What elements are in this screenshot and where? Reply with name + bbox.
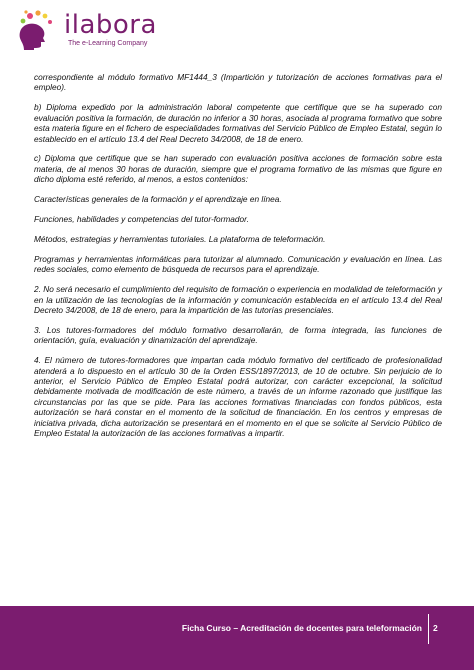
paragraph: Características generales de la formación y el aprendizaje en línea. xyxy=(34,194,282,205)
paragraph: Programas y herramientas informáticas para tutorizar al alumnado. Comunicación y evaluación en línea. Las redes sociales, como elemento de búsqueda de recursos para el aprendizaje. xyxy=(34,253,442,275)
paragraph: 3. Los tutores-formadores del módulo formativo desarrollarán, de forma integrada, las funciones de orientación, guía, evaluación y dinamización del aprendizaje. xyxy=(34,324,442,346)
footer-bar xyxy=(0,606,474,670)
paragraph: Métodos, estrategias y herramientas tutoriales. La plataforma de teleformación. xyxy=(34,233,326,244)
paragraph: 2. No será necesario el cumplimiento del requisito de formación o experiencia en modalidad de teleformación y en la utilización de las tecnologías de la información y comunicación establecida en el artículo 13.4 del Real Decreto 34/2008, de 18 de enero, para la impartición de las tutorías presenciales. xyxy=(34,284,442,315)
brand-tagline: The e-Learning Company xyxy=(68,40,148,47)
footer-title: Ficha Curso – Acreditación de docentes para teleformación xyxy=(181,623,422,633)
paragraph: correspondiente al módulo formativo MF1444_3 (Impartición y tutorización de acciones formativas para el empleo). xyxy=(34,72,442,93)
document-body xyxy=(34,72,442,448)
brand-name: ilabora xyxy=(64,10,157,40)
footer-divider xyxy=(428,614,429,644)
page-number: 2 xyxy=(433,623,438,633)
paragraph: Funciones, habilidades y competencias del tutor-formador. xyxy=(34,214,249,225)
paragraph: b) Diploma expedido por la administración laboral competente que certifique que se ha superado con evaluación positiva la formación, de duración no inferior a 30 horas, asociada al programa formativo que sobre esta materia figure en el fichero de especialidades formativas del Servicio Público de Empleo Estatal, según lo establecido en el artículo 13.4 del Real Decreto 34/2008, de 18 de enero. xyxy=(34,102,442,144)
head-profile-icon xyxy=(10,6,62,54)
paragraph: c) Diploma que certifique que se han superado con evaluación positiva acciones de formación sobre esta materia, de al menos 30 horas de duración, siempre que el programa formativo de las mismas que figure en dicho diploma esté referido, al menos, a estos contenidos: xyxy=(34,153,442,185)
paragraph: 4. El número de tutores-formadores que impartan cada módulo formativo del certificado de profesionalidad atenderá a lo dispuesto en el artículo 30 de la Orden ESS/1897/2013, de 10 de octubre. Sin perjuicio de lo anterior, el Servicio Público de Empleo Estatal podrá autorizar, con carácter excepcional, la solicitud debidamente motivada de modificación de este número, a través de un informe razonado que justifique las circunstancias por las que se pide. Para las acciones formativas financiadas con fondos públicos, esta autorización se hará constar en el momento de la solicitud de financiación. En los centros y empresas de iniciativa privada, dicha autorización se presentará en el momento en el que se solicite al Servicio Público de Empleo Estatal la autorización de las acciones formativas a impartir. xyxy=(34,355,442,439)
logo xyxy=(10,6,180,54)
